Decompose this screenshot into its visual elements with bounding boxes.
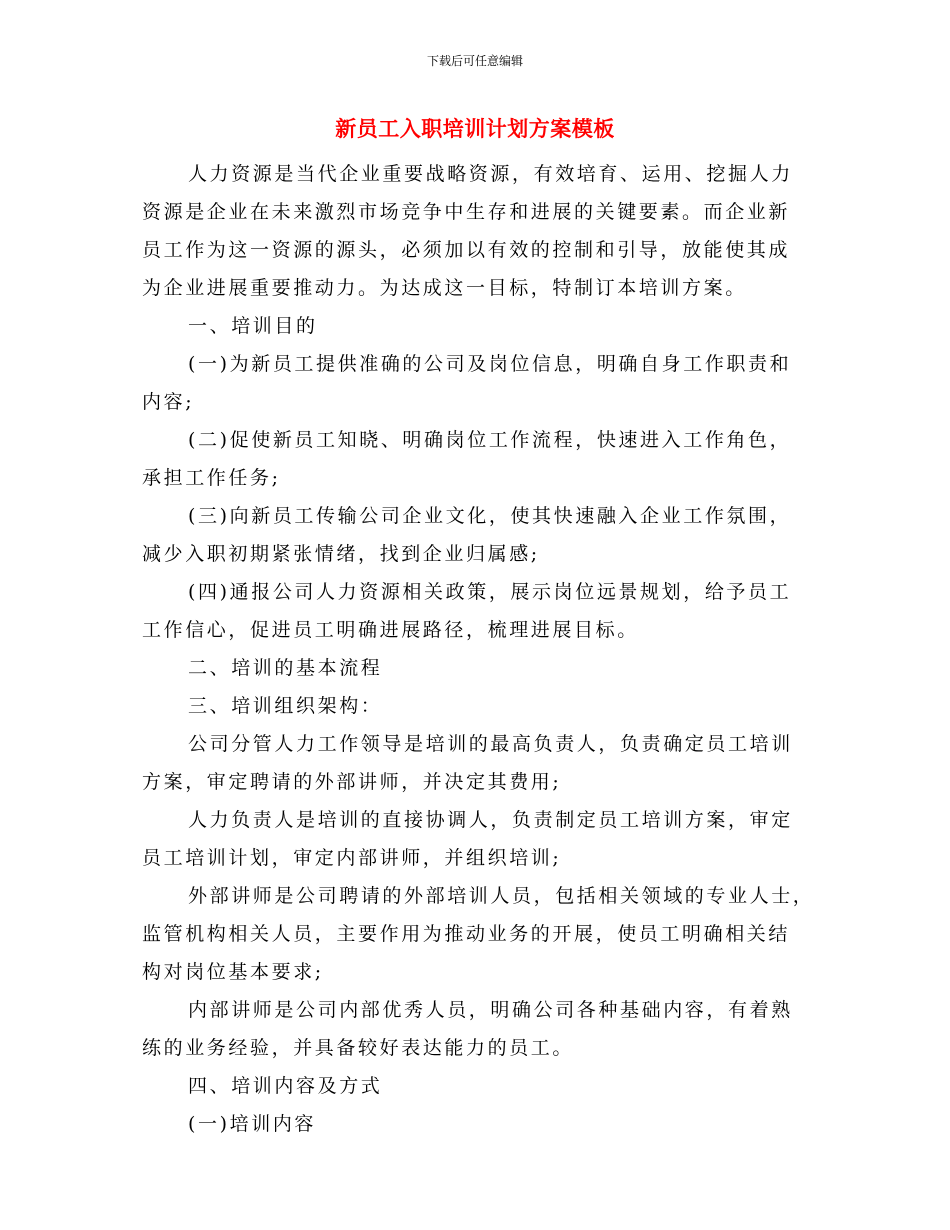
paragraph-line: 员工作为这一资源的源头，必须加以有效的控制和引导，放能使其成 xyxy=(142,239,791,261)
list-item-line: 减少入职初期紧张情绪，找到企业归属感; xyxy=(142,543,540,565)
paragraph-line: 公司分管人力工作领导是培训的最高负责人，负责确定员工培训 xyxy=(188,733,793,755)
list-item-line: (一)为新员工提供准确的公司及岗位信息，明确自身工作职责和 xyxy=(188,353,792,375)
section-heading: 三、培训组织架构： xyxy=(188,695,383,717)
paragraph-line: 人力资源是当代企业重要战略资源，有效培育、运用、挖掘人力 xyxy=(188,163,793,185)
section-heading: 一、培训目的 xyxy=(188,315,318,337)
paragraph-line: 为企业进展重要推动力。为达成这一目标，特制订本培训方案。 xyxy=(142,277,747,299)
paragraph-line: 方案，审定聘请的外部讲师，并决定其费用; xyxy=(142,771,562,793)
list-item-line: (三)向新员工传输公司企业文化，使其快速融入企业工作氛围， xyxy=(188,505,792,527)
list-item-line: 内容; xyxy=(142,391,195,413)
header-note: 下载后可任意编辑 xyxy=(426,54,523,68)
paragraph-line: 外部讲师是公司聘请的外部培训人员，包括相关领域的专业人士， xyxy=(188,885,815,907)
paragraph-line: 内部讲师是公司内部优秀人员，明确公司各种基础内容，有着熟 xyxy=(188,999,793,1021)
paragraph-line: 资源是企业在未来激烈市场竞争中生存和进展的关键要素。而企业新 xyxy=(142,201,791,223)
paragraph-line: 监管机构相关人员，主要作用为推动业务的开展，使员工明确相关结 xyxy=(142,923,791,945)
list-item-line: (四)通报公司人力资源相关政策，展示岗位远景规划，给予员工 xyxy=(188,581,792,603)
document-title: 新员工入职培训计划方案模板 xyxy=(335,116,615,141)
paragraph-line: 构对岗位基本要求; xyxy=(142,961,324,983)
paragraph-line: 员工培训计划，审定内部讲师，并组织培训; xyxy=(142,847,562,869)
subsection-heading: (一)培训内容 xyxy=(188,1113,317,1135)
paragraph-line: 练的业务经验，并具备较好表达能力的员工。 xyxy=(142,1037,575,1059)
section-heading: 二、培训的基本流程 xyxy=(188,657,383,679)
list-item-line: 承担工作任务; xyxy=(142,467,281,489)
paragraph-line: 人力负责人是培训的直接协调人，负责制定员工培训方案，审定 xyxy=(188,809,793,831)
section-heading: 四、培训内容及方式 xyxy=(188,1075,383,1097)
list-item-line: (二)促使新员工知晓、明确岗位工作流程，快速进入工作角色， xyxy=(188,429,792,451)
list-item-line: 工作信心，促进员工明确进展路径，梳理进展目标。 xyxy=(142,619,639,641)
